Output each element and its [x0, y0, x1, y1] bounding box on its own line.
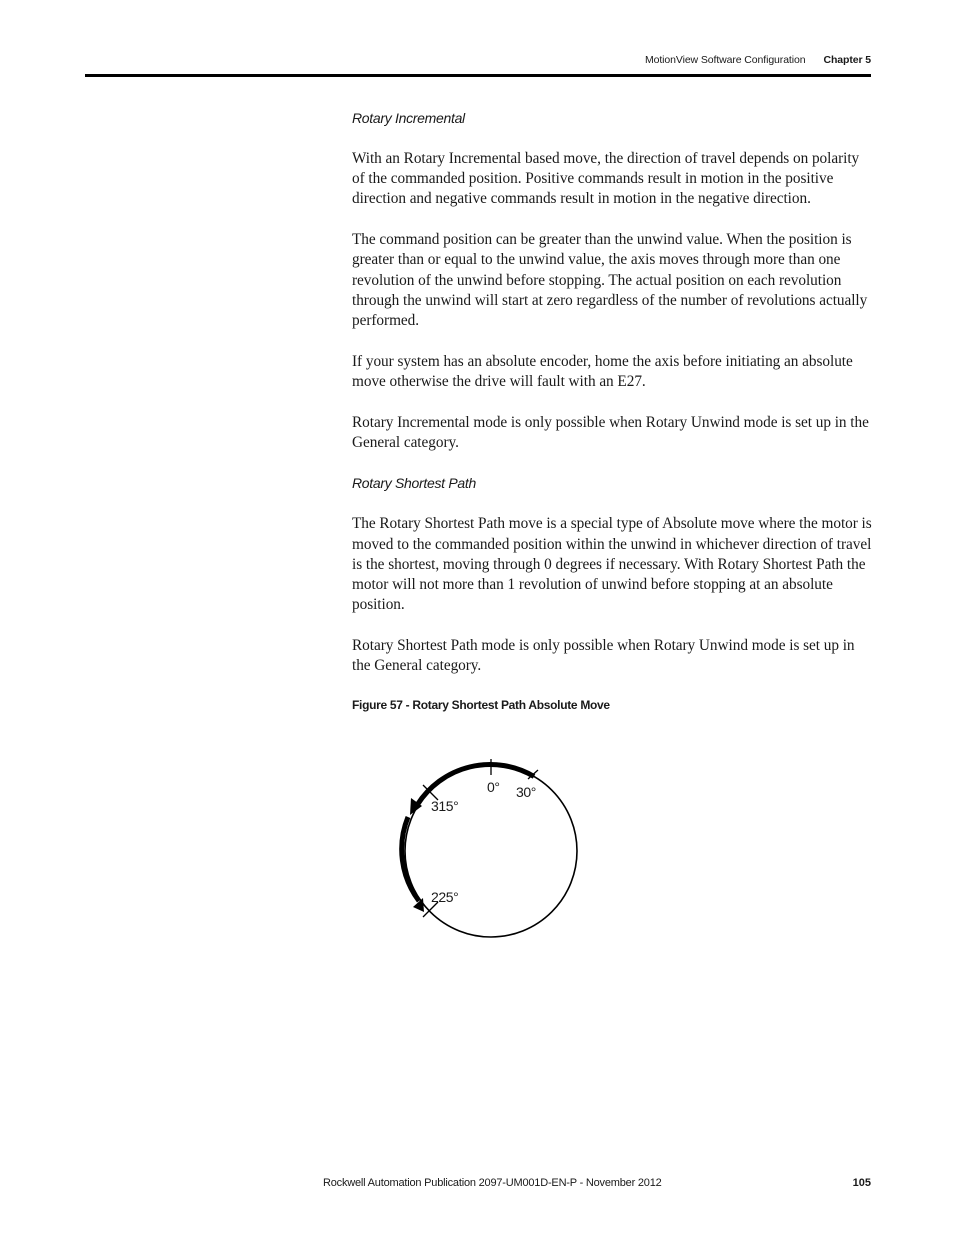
paragraph: The Rotary Shortest Path move is a special type of Absolute move where the motor is moved to the commanded position within the unwind in whichever direction of travel is the shortest, moving through 0 degrees if necessary. With Rotary Shortest Path the motor will not more than 1 revolution of unwind before stopping at an absolute position.	[352, 515, 872, 614]
footer-publication: Rockwell Automation Publication 2097-UM001D-EN-P - November 2012	[323, 1177, 662, 1189]
figure-caption: Figure 57 - Rotary Shortest Path Absolute Move	[352, 697, 610, 712]
paragraph: Rotary Shortest Path mode is only possible when Rotary Unwind mode is set up in the General category.	[352, 636, 855, 675]
paragraph: The command position can be greater than the unwind value. When the position is greater than or equal to the unwind value, the axis moves through more than one revolution of the unwind before stopping. The actual position on each revolution through the unwind will start at zero regardless of the number of revolutions actually performed.	[352, 231, 868, 329]
paragraph: With an Rotary Incremental based move, the direction of travel depends on polarity of the commanded position. Positive commands result in motion in the positive direction and negative commands result in motion in the negative direction.	[352, 150, 860, 208]
header-chapter: Chapter 5	[823, 54, 871, 66]
main-content	[352, 108, 872, 713]
paragraph: If your system has an absolute encoder, home the axis before initiating an absolute move otherwise the drive will fault with an E27.	[352, 352, 853, 390]
subhead-rotary-shortest-path: Rotary Shortest Path	[352, 475, 476, 492]
subhead-rotary-incremental: Rotary Incremental	[352, 110, 465, 126]
label-30-degrees: 30°	[516, 784, 536, 800]
rotary-diagram-svg	[385, 745, 595, 950]
header-section-title: MotionView Software Configuration	[644, 54, 806, 66]
label-315-degrees: 315°	[431, 798, 459, 814]
running-header	[0, 54, 871, 66]
label-0-degrees: 0°	[487, 779, 500, 795]
paragraph: Rotary Incremental mode is only possible when Rotary Unwind mode is set up in the General category.	[352, 413, 869, 451]
header-rule	[85, 74, 871, 77]
footer-page-number: 105	[852, 1177, 871, 1189]
arc-315-to-225	[402, 817, 419, 901]
label-225-degrees: 225°	[431, 889, 459, 905]
rotary-diagram	[385, 745, 595, 950]
